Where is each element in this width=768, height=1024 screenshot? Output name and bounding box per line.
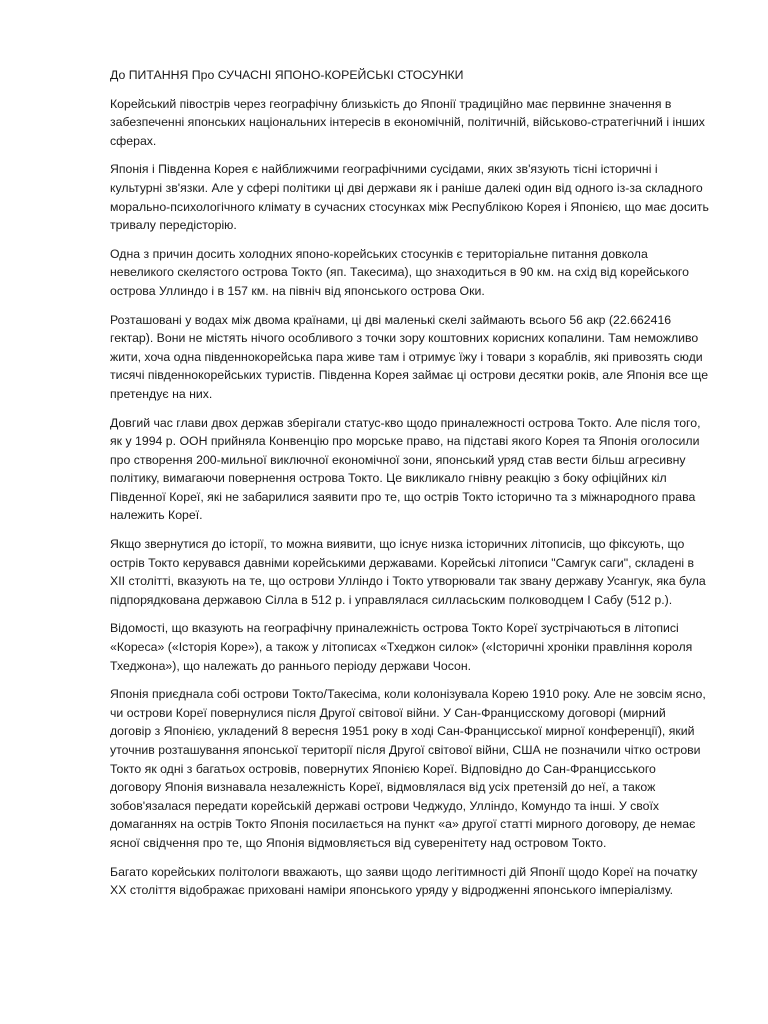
document-page (110, 66, 710, 910)
paragraph-9: Багато корейських політологи вважають, що заяви щодо легітимності дій Японії щодо Кореї на початку XX століття відображає приховані наміри японського уряду у відродженні японського імперіалізму. (110, 864, 698, 898)
paragraph-6: Якщо звернутися до історії, то можна виявити, що існує низка історичних літописів, що фіксують, що острів Токто керувався давніми корейськими державами. Корейські літописи "Самгук саги", складені в XII столітті, вказують на те, що острови Уллiндо і Токто утворювали так звану державу Усангук, яка була підпорядкована державою Сілла в 512 р. і управлялася силласьским полководцем І Сабу (512 р.). (110, 537, 706, 607)
paragraph-5: Довгий час глави двох держав зберігали статус-кво щодо приналежності острова Токто. Але після того, як у 1994 р. ООН прийняла Конвенцію про морське право, на підставі якого Корея та Японія оголосили про створення 200-мильної виключної економічної зони, японський уряд став вести більш агресивну політику, вимагаючи повернення острова Токто. Це викликало гнівну реакцію з боку офіційних кіл Південної Кореї, які не забарилися заявити про те, що острів Токто історично та з міжнародного права належить Кореї. (110, 415, 701, 523)
paragraph-3: Одна з причин досить холодних японо-корейських стосунків є територіальне питання довкола невеликого скелястого острова Токто (яп. Такесима), що знаходиться в 90 км. на схід від корейського острова Уллиндо і в 157 км. на північ від японського острова Оки. (110, 246, 689, 298)
paragraph-2: Японія і Південна Корея є найближчими географічними сусідами, яких зв'язують тісні історичні і культурні зв'язки. Але у сфері політики ці дві держави як і раніше далекі один від одного із-за складного морально-психологічного клімату в сучасних стосунках між Республікою Корея і Японією, що має досить тривалу передісторію. (110, 162, 709, 233)
paragraph-8: Японія приєднала собі острови Токто/Такесіма, коли колонізувала Корею 1910 року. Але не зовсім ясно, чи острови Кореї повернулися після Другої світової війни. У Сан-Францисскому договорі (мирний договір з Японією, укладений 8 вересня 1951 року в ході Сан-Францисської мирної конференції), який уточнив розташування японської території після Другої світової війни, США не позначили чітко острови Токто як одні з багатьох островів, повернутих Японією Кореї. Відповідно до Сан-Францисського договору Японія визнавала незалежність Кореї, відмовлялася від усіх претензій до неї, а також зобов'язалася передати корейській державі острови Чеджудо, Уллiндо, Комундо та інші. У своїх домаганнях на острів Токто Японія посилається на пункт «а» другої статті мирного договору, де немає ясної свідчення про те, що Японія відмовляється від суверенітету над островом Токто. (110, 687, 706, 850)
paragraph-7: Відомості, що вказують на географічну приналежність острова Токто Кореї зустрічаються в літописі «Кореса» («Історія Коре»), а також у літописах «Тхеджон силок» («Історичні хроніки правління короля Тхеджона»), що належать до раннього періоду держави Чосон. (110, 621, 693, 673)
paragraph-4: Розташовані у водах між двома країнами, ці дві маленькі скелі займають всього 56 акр (22.662416 гектар). Вони не містять нічого особливого з точки зору коштовних корисних копалини. Там неможливо жити, хоча одна південнокорейська пара живе там і отримує їжу і товари з кораблів, які привозять сюди тисячі південнокорейських туристів. Південна Корея займає ці острови десятки років, але Японія все ще претендує на них. (110, 312, 709, 401)
paragraph-1: Корейський півострів через географічну близькість до Японії традиційно має первинне значення в забезпеченні японських національних інтересів в економічній, політичній, військово-стратегічний і інших сферах. (110, 96, 705, 148)
document-title: До ПИТАННЯ Про СУЧАСНІ ЯПОНО-КОРЕЙСЬКІ СТОСУНКИ (110, 68, 464, 82)
